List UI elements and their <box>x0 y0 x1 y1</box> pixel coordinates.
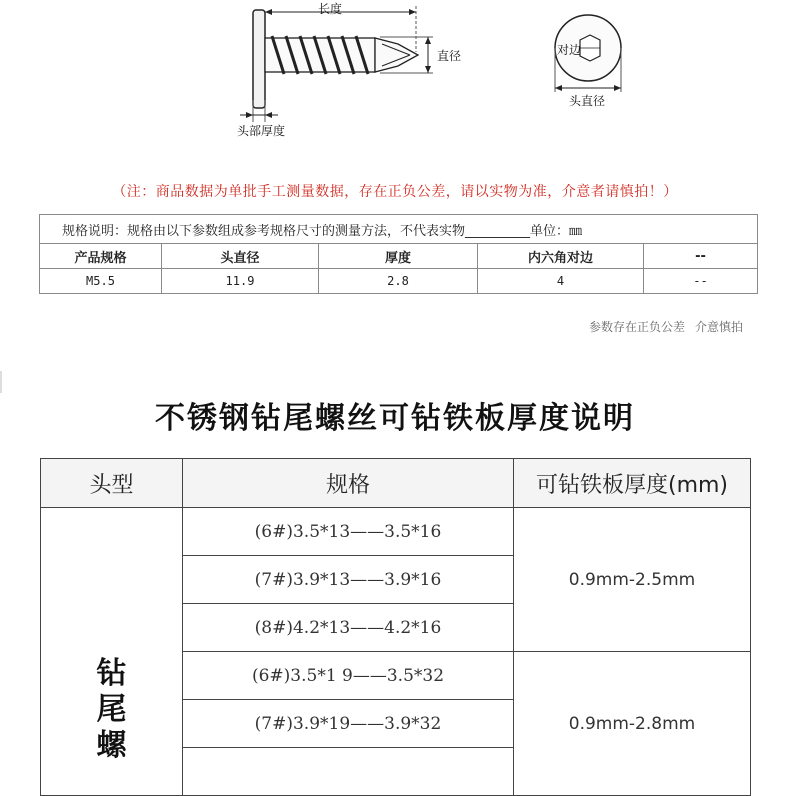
head-thickness-label: 头部厚度 <box>237 124 286 138</box>
thickness-range-cell: 0.9mm-2.8mm <box>514 652 751 796</box>
spec-header-cell: -- <box>644 244 758 269</box>
spec-header-row <box>40 244 758 269</box>
screw-side-view <box>240 6 433 122</box>
screw-diagram <box>0 0 790 150</box>
spec-table <box>39 214 758 294</box>
spec-value-cell: 4 <box>478 269 644 294</box>
spec-value-cell: -- <box>644 269 758 294</box>
table-row <box>41 508 751 556</box>
thickness-range-cell: 0.9mm-2.5mm <box>514 508 751 652</box>
spec-description: 规格说明：规格由以下参数组成参考规格尺寸的测量方法，不代表实物__________单位：㎜ <box>40 215 758 244</box>
spec-header-cell: 产品规格 <box>40 244 162 269</box>
spec-value-cell: M5.5 <box>40 269 162 294</box>
header-thickness: 可钻铁板厚度(mm) <box>514 459 751 508</box>
tolerance-disclaimer <box>589 318 743 335</box>
spec-cell: (6#)3.5*13——3.5*16 <box>183 508 514 556</box>
disclaimer-part1: 参数存在正负公差 <box>589 320 686 334</box>
spec-cell: (7#)3.9*13——3.9*16 <box>183 556 514 604</box>
spec-header-cell: 厚度 <box>319 244 478 269</box>
spec-header-cell: 头直径 <box>162 244 319 269</box>
flat-label: 对边 <box>557 43 582 57</box>
head-type-char: 钻 <box>96 656 127 691</box>
head-type-cell <box>41 508 183 796</box>
spec-value-cell: 11.9 <box>162 269 319 294</box>
head-type-char: 尾 <box>96 692 127 727</box>
section-title: 不锈钢钻尾螺丝可钻铁板厚度说明 <box>155 401 635 436</box>
diameter-label: 直径 <box>437 49 462 63</box>
spec-header-cell: 内六角对边 <box>478 244 644 269</box>
head-diameter-label: 头直径 <box>569 94 606 108</box>
spec-cell: (7#)3.9*19——3.9*32 <box>183 700 514 748</box>
thickness-table <box>40 458 751 796</box>
measurement-note: （注：商品数据为单批手工测量数据，存在正负公差，请以实物为准，介意者请慎拍！） <box>112 184 678 200</box>
head-type-char: 螺 <box>96 728 127 763</box>
spec-cell-empty <box>183 748 514 796</box>
spec-description-row <box>40 215 758 244</box>
spec-cell: (8#)4.2*13——4.2*16 <box>183 604 514 652</box>
thickness-header-row <box>41 459 751 508</box>
edge-divider <box>0 371 2 393</box>
header-spec: 规格 <box>183 459 514 508</box>
spec-value-cell: 2.8 <box>319 269 478 294</box>
spec-value-row <box>40 269 758 294</box>
disclaimer-part2: 介意慎拍 <box>695 320 744 334</box>
header-head-type: 头型 <box>41 459 183 508</box>
length-label: 长度 <box>318 2 343 16</box>
spec-cell: (6#)3.5*1 9——3.5*32 <box>183 652 514 700</box>
